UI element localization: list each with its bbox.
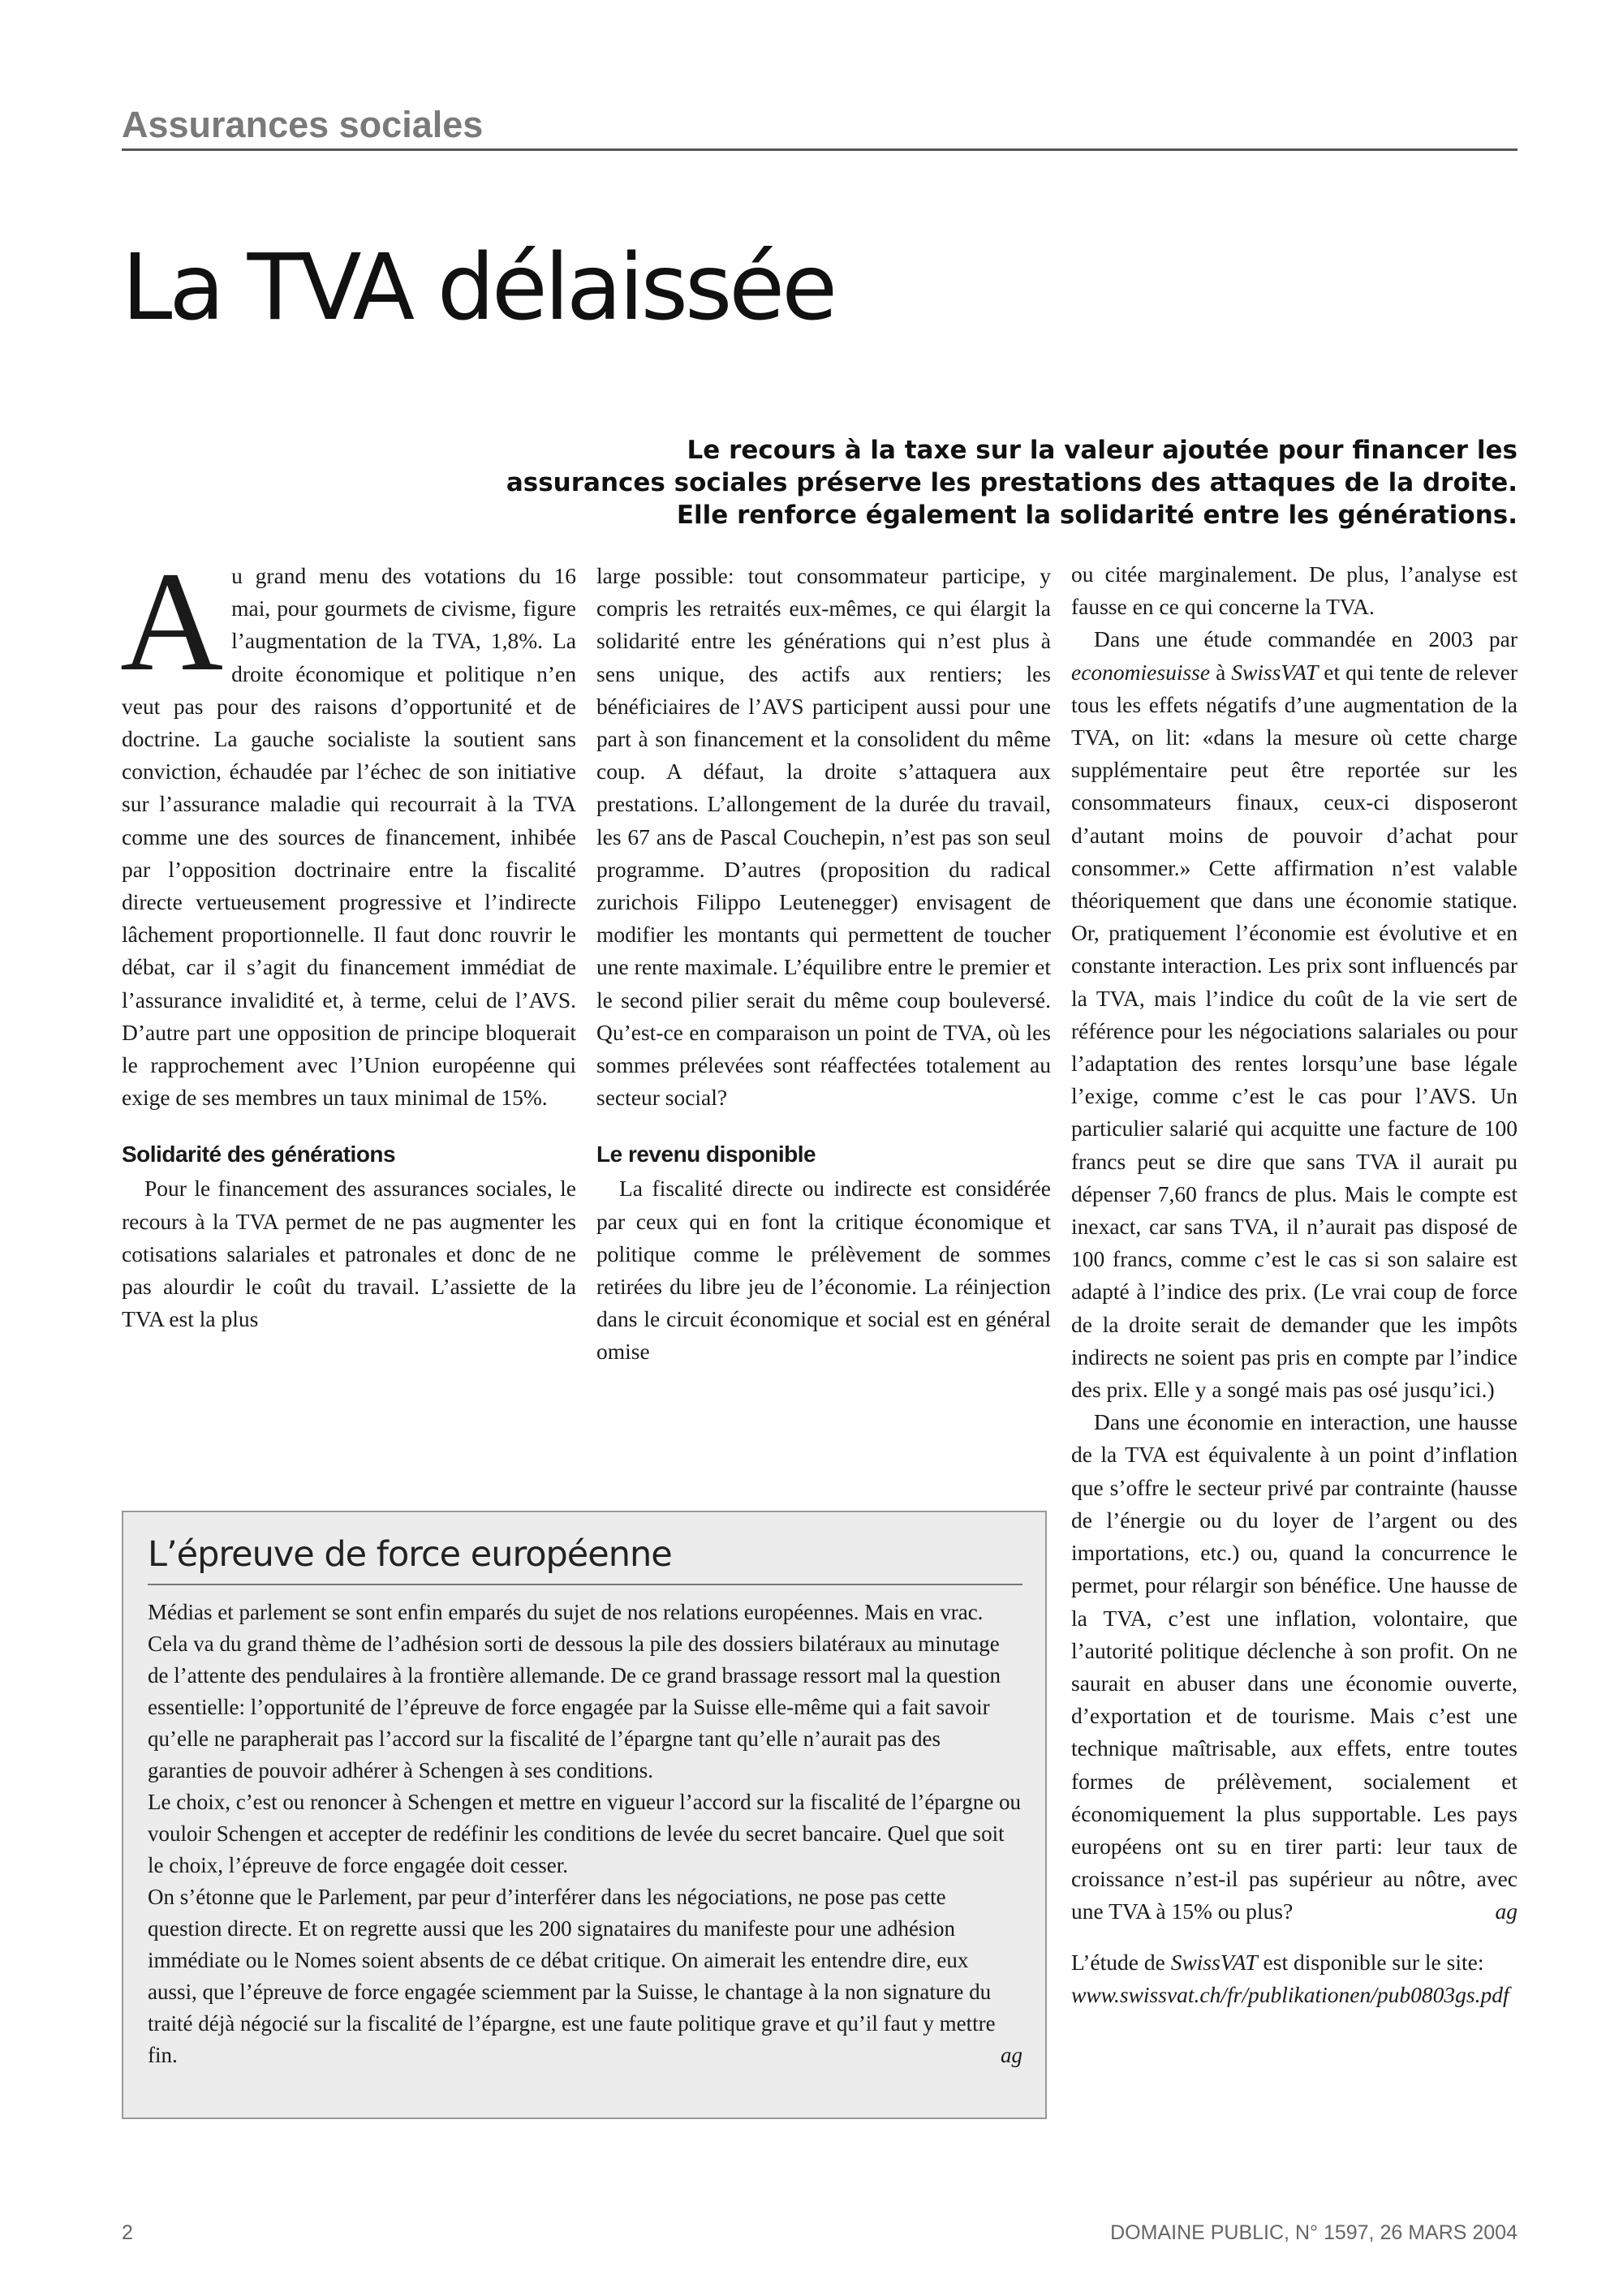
paragraph: Dans une étude commandée en 2003 par economiesuisse à SwissVAT et qui tente de relever tous les effets négatifs d’une augmentation de la TVA, on lit: «dans la mesure où cette charge supplémentaire peut être reportée sur les consommateurs finaux, ceux-ci disposeront d’autant moins de pouvoir d’achat pour consommer.» Cette affirmation n’est valable théoriquement que dans une économie statique. Or, pratiquement l’économie est évolutive et en constante interaction. Les prix sont influencés par la TVA, mais l’indice du coût de la vie sert de référence pour les négociations salariales ou pour l’adaptation des rentes lorsqu’une base légale l’exige, comme c’est le cas pour l’AVS. Un particulier salarié qui acquitte une facture de 100 francs peut se dire que sans TVA il aurait pu dépenser 7,60 francs de plus. Mais le compte est inexact, car sans TVA, il n’aurait pas disposé de 100 francs, comme c’est le cas si son salaire est adapté à l’indice des prix. (Le vrai coup de force de la droite serait de demander que les impôts indirects ne soient pas pris en compte par l’indice des prix. Elle y a songé mais pas osé jusqu’ici.) bbox=[1071, 626, 1518, 1403]
paragraph: ou citée marginalement. De plus, l’analyse est fausse en ce qui concerne la TVA. bbox=[1071, 561, 1518, 620]
org-economiesuisse: economiesuisse bbox=[1071, 659, 1211, 685]
box-signature: ag bbox=[1001, 2043, 1022, 2067]
lead-line-3: Elle renforce également la solidarité entre les générations. bbox=[676, 501, 1518, 530]
text-column-3 bbox=[1071, 558, 1518, 2011]
source-note bbox=[1071, 1946, 1518, 2011]
article-lead bbox=[357, 434, 1518, 531]
lead-line-2: assurances sociales préserve les prestations des attaques de la droite. bbox=[506, 468, 1518, 497]
drop-cap: A bbox=[120, 543, 224, 701]
paragraph: Dans une économie en interaction, une hausse de la TVA est équivalente à un point d’inflation que s’offre le secteur privé par contrainte (hausse de l’énergie ou du loyer de l’argent ou des importations, etc.) ou, quand la concurrence le permet, pour rélargir son bénéfice. Une hausse de la TVA, c’est une inflation, volontaire, que l’autorité politique déclenche à son profit. On ne saurait en abuser dans une économie ouverte, d’exportation et de tourisme. Mais c’est une technique maîtrisable, aux effets, entre toutes formes de prélèvement, socialement et économiquement la plus supportable. Les pays européens ont su en tirer parti: leur taux de croissance n’est-il pas supérieur au nôtre, avec une TVA à 15% ou plus? ag bbox=[1071, 1406, 1518, 1928]
lead-line-1: Le recours à la taxe sur la valeur ajoutée pour financer les bbox=[687, 436, 1518, 465]
page-number: 2 bbox=[122, 2221, 133, 2244]
author-signature: ag bbox=[1495, 1898, 1518, 1924]
paragraph: Au grand menu des votations du 16 mai, pour gourmets de civisme, figure l’augmentation de la TVA, 1,8%. La droite économique et politique n’en veut pas pour des raisons d’opportunité et de doctrine. La gauche socialiste la soutient sans conviction, échaudée par l’échec de son initiative sur l’assurance maladie qui recourrait à la TVA comme une des sources de financement, inhibée par l’opposition doctrinaire entre la fiscalité directe vertueusement progressive et l’indirecte lâchement proportionnelle. Il faut donc rouvrir le débat, car il s’agit du financement immédiat de l’assurance invalidité et, à terme, celui de l’AVS. D’autre part une opposition de principe bloquerait le rapprochement avec l’Union européenne qui exige de ses membres un taux minimal de 15%. bbox=[120, 543, 576, 1111]
sidebar-box bbox=[122, 1511, 1047, 2119]
box-paragraph: Médias et parlement se sont enfin emparés du sujet de nos relations européennes. Mais en vrac. Cela va du grand thème de l’adhésion sorti de dessous la pile des dossiers bilatéraux au minutage de l’attente des pendulaires à la frontière allemande. De ce grand brassage ressort mal la question essentielle: l’opportunité de l’épreuve de force engagée par la Suisse elle-même qui a fait savoir qu’elle ne parapherait pas l’accord sur la fiscalité de l’épargne tant qu’elle n’aurait pas des garanties de pouvoir adhérer à Schengen à ses conditions. bbox=[148, 1600, 1001, 1782]
paragraph: large possible: tout consommateur participe, y compris les retraités eux-mêmes, ce qui élargit la solidarité entre les générations qui n’est plus à sens unique, des actifs aux rentiers; les bénéficiaires de l’AVS participent aussi pour une part à son financement et la consolident du même coup. A défaut, la droite s’attaquera aux prestations. L’allongement de la durée du travail, les 67 ans de Pascal Couchepin, n’est pas son seul programme. D’autres (proposition du radical zurichois Filippo Leutenegger) envisagent de modifier les montants qui permettent de toucher une rente maximale. L’équilibre entre le premier et le second pilier serait du même coup bouleversé. Qu’est-ce en comparaison un point de TVA, où les sommes prélevées sont réaffectées totalement au secteur social? bbox=[596, 563, 1051, 1111]
box-title: L’épreuve de force européenne bbox=[148, 1530, 1022, 1585]
subheading-revenu: Le revenu disponible bbox=[596, 1142, 816, 1167]
source-note-text: L’étude de SwissVAT est disponible sur le site: bbox=[1071, 1949, 1484, 1975]
article-title: La TVA délaissée bbox=[122, 235, 835, 341]
publication-info: DOMAINE PUBLIC, N° 1597, 26 MARS 2004 bbox=[1110, 2221, 1518, 2244]
box-paragraph: Le choix, c’est ou renoncer à Schengen et mettre en vigueur l’accord sur la fiscalité de l’épargne ou vouloir Schengen et accepter de redéfinir les conditions de levée du secret bancaire. Quel que soit le choix, l’épreuve de force engagée doit cesser. bbox=[148, 1790, 1022, 1877]
box-paragraph: On s’étonne que le Parlement, par peur d’interférer dans les négociations, ne pose pas cette question directe. Et on regrette aussi que les 200 signataires du manifeste pour une adhésion immédiate ou le Nomes soient absents de ce débat critique. On aimerait les entendre dire, eux aussi, que l’épreuve de force engagée sciemment par la Suisse, le chantage à la non signature du traité déjà négocié sur la fiscalité de l’épargne, est une faute politique grave et qu’il faut y mettre fin. ag bbox=[148, 1881, 1022, 2071]
subheading-solidarite: Solidarité des générations bbox=[122, 1142, 396, 1167]
text-column-1 bbox=[120, 543, 576, 1335]
text-column-2 bbox=[596, 560, 1051, 1369]
paragraph: Pour le financement des assurances sociales, le recours à la TVA permet de ne pas augmenter les cotisations salariales et patronales et donc de ne pas alourdir le coût du travail. L’assiette de la TVA est la plus bbox=[122, 1176, 576, 1332]
source-url-link[interactable]: www.swissvat.ch/fr/publikationen/pub0803gs.pdf bbox=[1071, 1981, 1509, 2007]
org-swissvat: SwissVAT bbox=[1231, 659, 1319, 685]
section-rubric: Assurances sociales bbox=[122, 101, 1518, 151]
paragraph: La fiscalité directe ou indirecte est considérée par ceux qui en font la critique économique et politique comme le prélèvement de sommes retirées du libre jeu de l’économie. La réinjection dans le circuit économique et social est en général omise bbox=[596, 1176, 1051, 1365]
